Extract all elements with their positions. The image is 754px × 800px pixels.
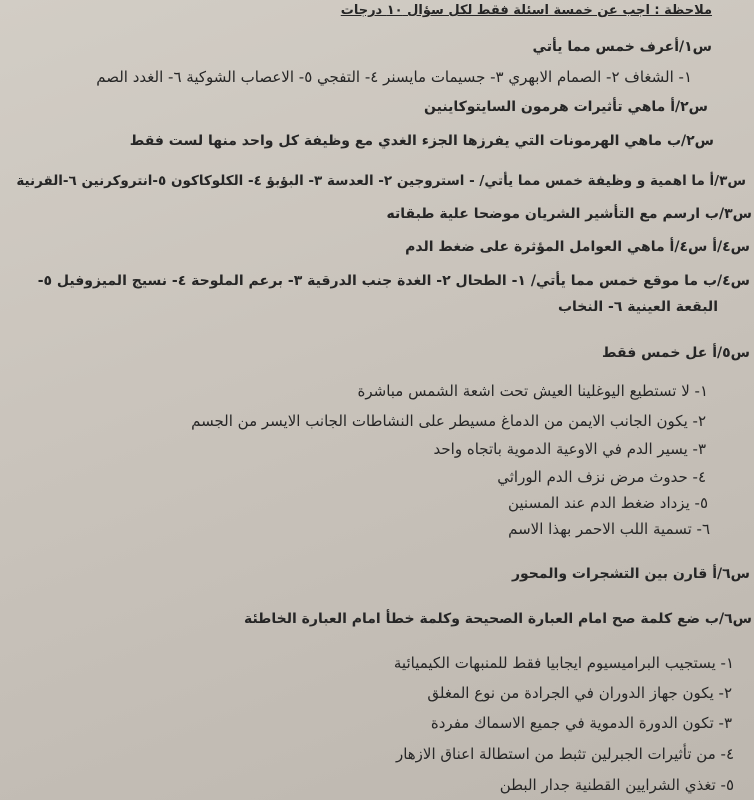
- question-1: س١/أعرف خمس مما يأتي: [532, 39, 712, 55]
- question-3b: س٣/ب ارسم مع التأشير الشريان موضحا علية طبقاته: [386, 206, 752, 222]
- question-5a-item-2: ٢- يكون الجانب الايمن من الدماغ مسيطر على النشاطات الجانب الايسر من الجسم: [191, 412, 706, 430]
- question-5a-item-4: ٤- حدوث مرض نزف الدم الوراثي: [497, 468, 706, 486]
- question-6b-item-5: ٥- تغذي الشرايين القطنية جدار البطن: [499, 776, 734, 794]
- question-4b-cont: البقعة العينية ٦- النخاب: [557, 299, 718, 315]
- note-header: ملاحظة : اجب عن خمسة اسئلة فقط لكل سؤال ١٠ درجات: [340, 3, 712, 18]
- question-6a: س٦/أ قارن بين التشجرات والمحور: [511, 566, 750, 582]
- question-6b: س٦/ب ضع كلمة صح امام العبارة الصحيحة وكلمة خطأ امام العبارة الخاطئة: [243, 611, 752, 627]
- question-2a: س٢/أ ماهي تأثيرات هرمون السايتوكاينين: [424, 99, 708, 115]
- question-6b-item-4: ٤- من تأثيرات الجبرلين تثبط من استطالة اعناق الازهار: [395, 745, 734, 763]
- question-5a-item-6: ٦- تسمية اللب الاحمر بهذا الاسم: [508, 520, 710, 538]
- question-4a: س٤/أ س٤/أ ماهي العوامل المؤثرة على ضغط الدم: [405, 239, 750, 255]
- question-4b: س٤/ب ما موقع خمس مما يأتي/ ١- الطحال ٢- الغدة جنب الدرقية ٣- برعم الملوحة ٤- نسيج الميزوفيل ٥-: [37, 273, 750, 289]
- question-5a-item-5: ٥- يزداد ضغط الدم عند المسنين: [507, 494, 708, 512]
- question-2b: س٢/ب ماهي الهرمونات التي يفرزها الجزء الغدي مع وظيفة كل واحد منها لست فقط: [129, 133, 714, 149]
- question-6b-item-1: ١- يستجيب البراميسيوم ايجابيا فقط للمنبهات الكيميائية: [393, 654, 734, 672]
- question-5a-item-3: ٣- يسير الدم في الاوعية الدموية باتجاه واحد: [433, 440, 706, 458]
- question-6b-item-3: ٣- تكون الدورة الدموية في جميع الاسماك مفردة: [430, 714, 732, 732]
- question-6b-item-2: ٢- يكون جهاز الدوران في الجرادة من نوع المغلق: [427, 684, 732, 702]
- question-5a: س٥/أ عل خمس فقط: [602, 345, 750, 361]
- question-3a: س٣/أ ما اهمية و وظيفة خمس مما يأتي/ - استروجين ٢- العدسة ٣- البؤبؤ ٤- الكلوكاكون ٥-انتروكرنين ٦-القرنية: [16, 173, 746, 189]
- question-5a-item-1: ١- لا تستطيع اليوغلينا العيش تحت اشعة الشمس مباشرة: [357, 382, 708, 400]
- question-1-items: ١- الشغاف ٢- الصمام الابهري ٣- جسيمات مايسنر ٤- التفجي ٥- الاعصاب الشوكية ٦- الغدد الصم: [96, 68, 692, 86]
